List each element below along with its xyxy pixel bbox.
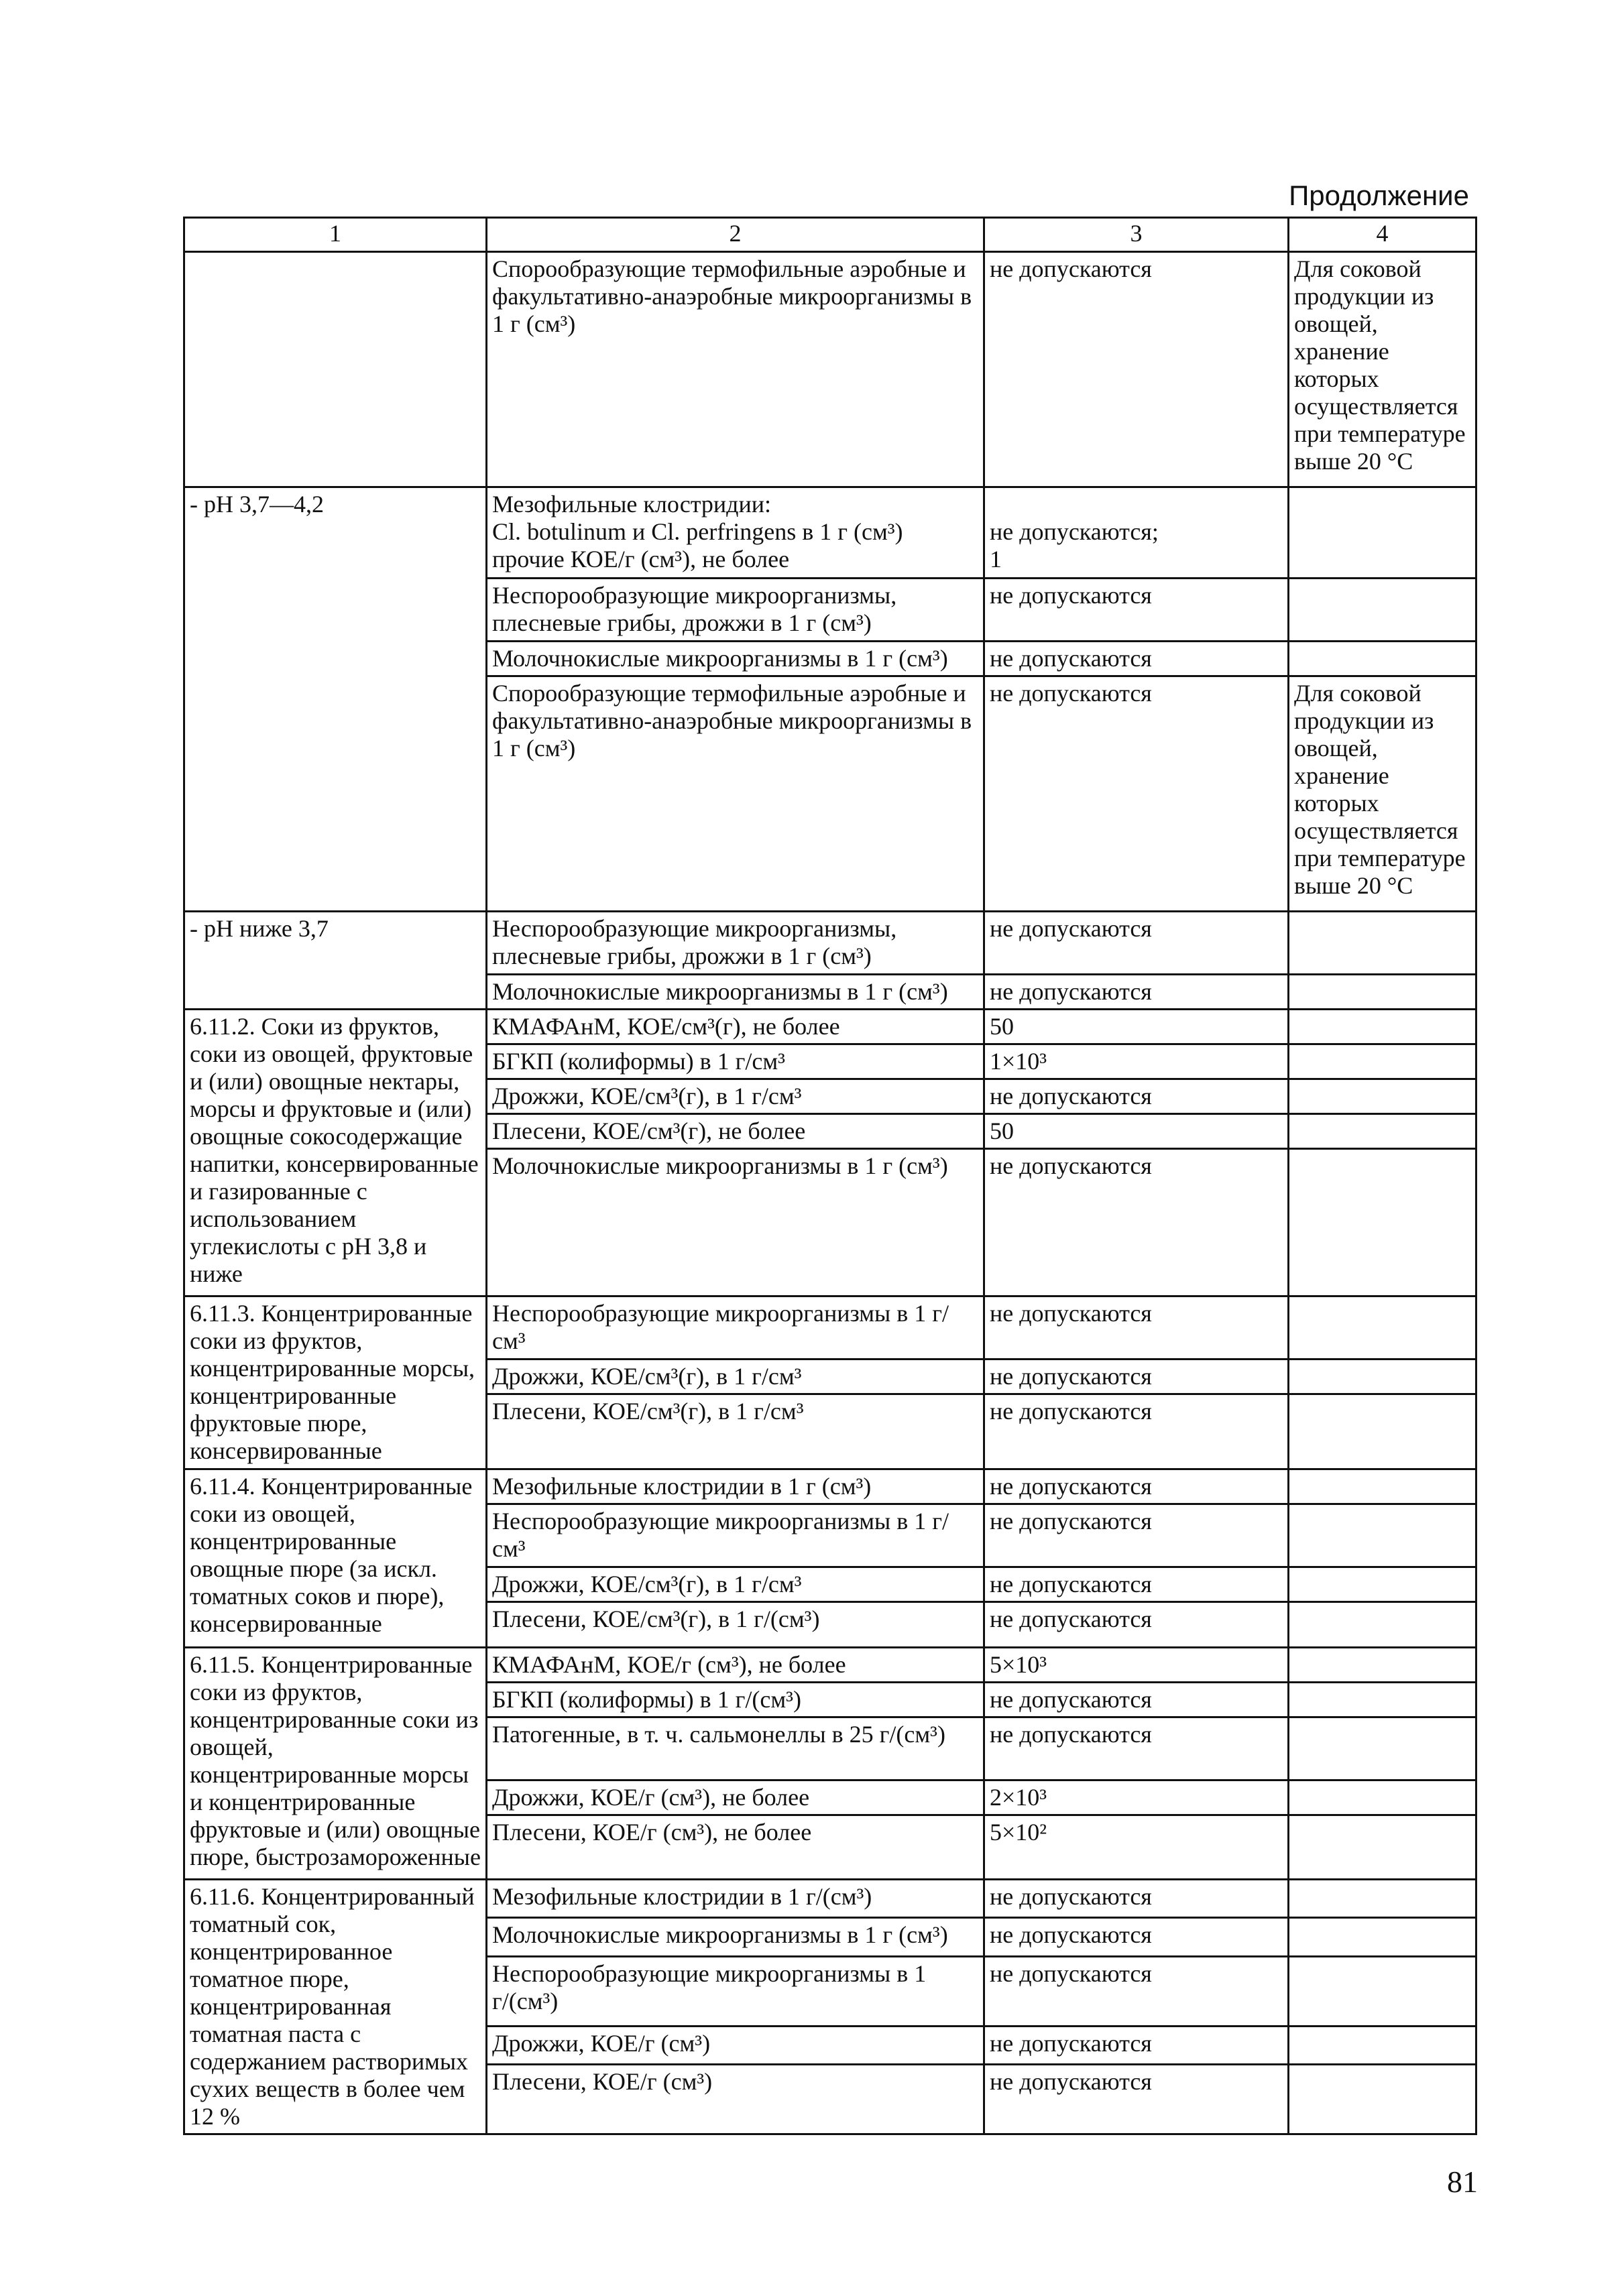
norm-cell: не допускаются (984, 1918, 1289, 1956)
norm-cell: не допускаются (984, 1469, 1289, 1504)
norm-cell: не допускаются (984, 1296, 1289, 1360)
indicator-cell: Дрожжи, КОЕ/г (см³), не более (487, 1780, 984, 1815)
indicator-cell: Молочнокислые микроорганизмы в 1 г (см³) (487, 975, 984, 1010)
column-header: 1 (184, 218, 487, 252)
table-row (184, 1469, 1476, 1504)
norm-cell: не допускаются (984, 1504, 1289, 1567)
note-cell (1289, 1010, 1476, 1044)
note-cell (1289, 642, 1476, 676)
requirements-table (183, 217, 1477, 2135)
note-cell (1289, 1602, 1476, 1648)
indicator-cell: Дрожжи, КОЕ/см³(г), в 1 г/см³ (487, 1567, 984, 1602)
norm-cell: не допускаются; 1 (984, 487, 1289, 579)
table-row (184, 1648, 1476, 1683)
norm-cell: не допускаются (984, 1567, 1289, 1602)
indicator-cell: Плесени, КОЕ/см³(г), не более (487, 1114, 984, 1149)
indicator-cell: Молочнокислые микроорганизмы в 1 г (см³) (487, 642, 984, 676)
norm-cell: не допускаются (984, 1394, 1289, 1469)
note-cell (1289, 975, 1476, 1010)
indicator-cell: Дрожжи, КОЕ/см³(г), в 1 г/см³ (487, 1079, 984, 1114)
product-cell: 6.11.2. Соки из фруктов, соки из овощей, фруктовые и (или) овощные нектары, морсы и фруктовые и (или) овощные сокосодержащие напитки, консервированные и газированные с использованием углекислоты с рН 3,8 и ниже (184, 1010, 487, 1296)
norm-cell: 5×10² (984, 1815, 1289, 1880)
norm-cell: не допускаются (984, 1683, 1289, 1717)
indicator-cell: Плесени, КОЕ/г (см³), не более (487, 1815, 984, 1880)
norm-cell: не допускаются (984, 1079, 1289, 1114)
product-cell: - рН ниже 3,7 (184, 912, 487, 1010)
indicator-cell: Дрожжи, КОЕ/см³(г), в 1 г/см³ (487, 1360, 984, 1394)
note-cell (1289, 1114, 1476, 1149)
norm-cell: не допускаются (984, 1717, 1289, 1780)
indicator-cell: Неспорообразующие микроорганизмы в 1 г/(см³) (487, 1956, 984, 2026)
note-cell (1289, 1956, 1476, 2026)
note-cell (1289, 1469, 1476, 1504)
note-cell: Для соковой продукции из овощей, хранение которых осуществляется при температуре выше 20 °С (1289, 676, 1476, 912)
indicator-cell: БГКП (колиформы) в 1 г/см³ (487, 1044, 984, 1079)
table-row (184, 1010, 1476, 1044)
column-header: 4 (1289, 218, 1476, 252)
page-number: 81 (1447, 2165, 1478, 2199)
indicator-cell: БГКП (колиформы) в 1 г/(см³) (487, 1683, 984, 1717)
norm-cell: не допускаются (984, 975, 1289, 1010)
indicator-cell: Плесени, КОЕ/г (см³) (487, 2065, 984, 2134)
note-cell (1289, 1394, 1476, 1469)
indicator-cell: Неспорообразующие микроорганизмы, плесневые грибы, дрожжи в 1 г (см³) (487, 912, 984, 975)
indicator-cell: Плесени, КОЕ/см³(г), в 1 г/(см³) (487, 1602, 984, 1648)
table-row (184, 1880, 1476, 1918)
indicator-cell: Мезофильные клостридии в 1 г (см³) (487, 1469, 984, 1504)
note-cell (1289, 1360, 1476, 1394)
note-cell: Для соковой продукции из овощей, хранение которых осуществляется при температуре выше 20 °С (1289, 252, 1476, 487)
note-cell (1289, 1044, 1476, 1079)
note-cell (1289, 1567, 1476, 1602)
note-cell (1289, 1880, 1476, 1918)
norm-cell: 1×10³ (984, 1044, 1289, 1079)
indicator-cell: Мезофильные клостридии: Cl. botulinum и Cl. perfringens в 1 г (см³) прочие КОЕ/г (см³), не более (487, 487, 984, 579)
table-row (184, 1296, 1476, 1360)
table-row (184, 252, 1476, 487)
norm-cell: не допускаются (984, 2065, 1289, 2134)
norm-cell: 50 (984, 1114, 1289, 1149)
note-cell (1289, 1918, 1476, 1956)
norm-cell: не допускаются (984, 676, 1289, 912)
table-row (184, 487, 1476, 579)
column-header: 2 (487, 218, 984, 252)
product-cell: - рН 3,7—4,2 (184, 487, 487, 912)
norm-cell: не допускаются (984, 1880, 1289, 1918)
indicator-cell: Неспорообразующие микроорганизмы в 1 г/см³ (487, 1296, 984, 1360)
note-cell (1289, 1717, 1476, 1780)
indicator-cell: Мезофильные клостридии в 1 г/(см³) (487, 1880, 984, 1918)
note-cell (1289, 1780, 1476, 1815)
indicator-cell: Патогенные, в т. ч. сальмонеллы в 25 г/(см³) (487, 1717, 984, 1780)
indicator-cell: Плесени, КОЕ/см³(г), в 1 г/см³ (487, 1394, 984, 1469)
norm-cell: не допускаются (984, 2026, 1289, 2064)
note-cell (1289, 1648, 1476, 1683)
note-cell (1289, 1683, 1476, 1717)
note-cell (1289, 2026, 1476, 2064)
indicator-cell: Неспорообразующие микроорганизмы в 1 г/см³ (487, 1504, 984, 1567)
indicator-cell: Спорообразующие термофильные аэробные и факультативно-анаэробные микроорганизмы в 1 г (см³) (487, 676, 984, 912)
note-cell (1289, 487, 1476, 579)
table-row (184, 912, 1476, 975)
product-cell: 6.11.4. Концентрированные соки из овощей, концентрированные овощные пюре (за искл. томатных соков и пюре), консервированные (184, 1469, 487, 1648)
indicator-cell: Неспорообразующие микроорганизмы, плесневые грибы, дрожжи в 1 г (см³) (487, 579, 984, 642)
norm-cell: 5×10³ (984, 1648, 1289, 1683)
note-cell (1289, 912, 1476, 975)
norm-cell: не допускаются (984, 642, 1289, 676)
note-cell (1289, 1815, 1476, 1880)
norm-cell: не допускаются (984, 252, 1289, 487)
indicator-cell: Спорообразующие термофильные аэробные и факультативно-анаэробные микроорганизмы в 1 г (см³) (487, 252, 984, 487)
note-cell (1289, 1149, 1476, 1296)
note-cell (1289, 1079, 1476, 1114)
norm-cell: не допускаются (984, 579, 1289, 642)
continuation-label: Продолжение (1289, 180, 1469, 211)
norm-cell: 50 (984, 1010, 1289, 1044)
product-cell: 6.11.5. Концентрированные соки из фруктов, концентрированные соки из овощей, концентрированные морсы и концентрированные фруктовые и (или) овощные пюре, быстрозамороженные (184, 1648, 487, 1880)
norm-cell: не допускаются (984, 1956, 1289, 2026)
indicator-cell: Дрожжи, КОЕ/г (см³) (487, 2026, 984, 2064)
indicator-cell: КМАФАнМ, КОЕ/см³(г), не более (487, 1010, 984, 1044)
norm-cell: не допускаются (984, 1149, 1289, 1296)
column-number-row (184, 218, 1476, 252)
indicator-cell: Молочнокислые микроорганизмы в 1 г (см³) (487, 1149, 984, 1296)
note-cell (1289, 579, 1476, 642)
norm-cell: не допускаются (984, 912, 1289, 975)
indicator-cell: Молочнокислые микроорганизмы в 1 г (см³) (487, 1918, 984, 1956)
product-cell: 6.11.6. Концентрированный томатный сок, концентрированное томатное пюре, концентрированная томатная паста с содержанием растворимых сухих веществ в более чем 12 % (184, 1880, 487, 2134)
note-cell (1289, 2065, 1476, 2134)
norm-cell: не допускаются (984, 1602, 1289, 1648)
norm-cell: не допускаются (984, 1360, 1289, 1394)
product-cell: 6.11.3. Концентрированные соки из фруктов, концентрированные морсы, концентрированные фруктовые пюре, консервированные (184, 1296, 487, 1469)
note-cell (1289, 1296, 1476, 1360)
indicator-cell: КМАФАнМ, КОЕ/г (см³), не более (487, 1648, 984, 1683)
product-cell (184, 252, 487, 487)
column-header: 3 (984, 218, 1289, 252)
note-cell (1289, 1504, 1476, 1567)
norm-cell: 2×10³ (984, 1780, 1289, 1815)
